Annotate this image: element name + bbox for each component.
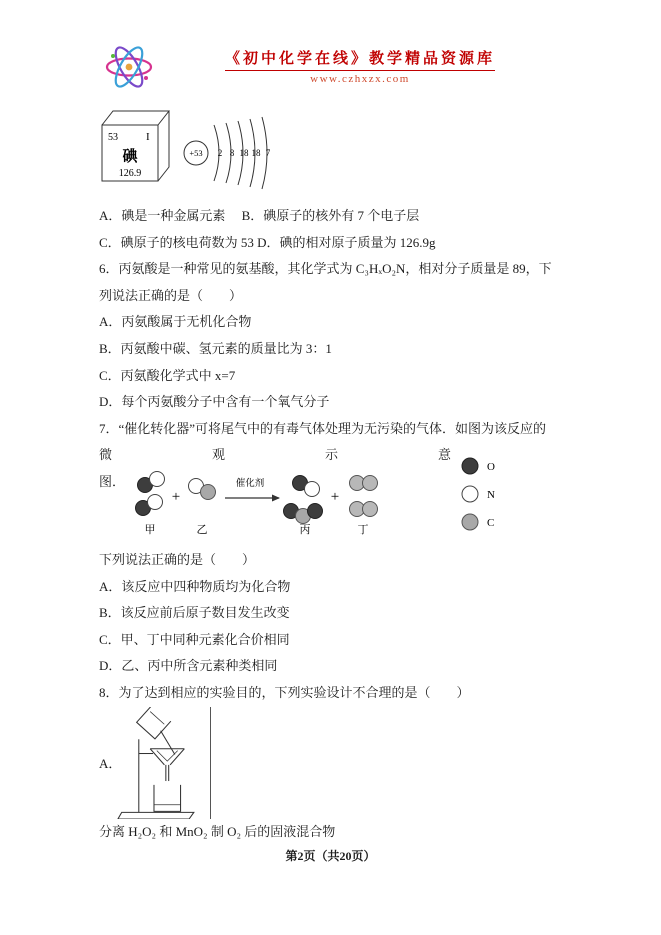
legend-nitrogen-label: N bbox=[487, 489, 495, 502]
label-bing: 丙 bbox=[299, 523, 311, 536]
table-cell-divider bbox=[210, 707, 211, 819]
q7-option-b: B．该反应前后原子数目发生改变 bbox=[99, 605, 290, 621]
molecule-ding bbox=[350, 475, 378, 516]
pouring-beaker bbox=[137, 707, 171, 739]
q7-option-d: D．乙、丙中所含元素种类相同 bbox=[99, 658, 278, 674]
element-symbol: I bbox=[146, 131, 150, 143]
element-name: 碘 bbox=[122, 149, 138, 165]
atom-legend bbox=[459, 454, 521, 536]
molecule-yi bbox=[189, 478, 216, 499]
shell-electrons-5: 7 bbox=[265, 148, 271, 158]
funnel bbox=[150, 748, 184, 780]
q5-options-ab: A．碘是一种金属元素 B．碘原子的核外有 7 个电子层 bbox=[99, 208, 420, 223]
justified-char: 观 bbox=[211, 447, 225, 463]
q7-option-c: C．甲、丁中同种元素化合价相同 bbox=[99, 631, 290, 647]
q8-option-a-caption: 分离 H₂O₂ 和 MnO₂ 制 O₂ 后的固液混合物 bbox=[99, 823, 336, 839]
iodine-figure bbox=[99, 103, 562, 203]
page-number-footer: 第2页（共20页） bbox=[285, 849, 376, 863]
q6-option-b: B．丙氨酸中碳、氢元素的质量比为 3：1 bbox=[99, 340, 332, 356]
site-title-block bbox=[216, 47, 504, 85]
shell-electrons-1: 2 bbox=[217, 148, 223, 158]
q7-figure-area bbox=[99, 442, 562, 547]
label-ding: 丁 bbox=[357, 523, 369, 536]
plus-sign: + bbox=[330, 488, 340, 505]
receiving-beaker bbox=[154, 784, 181, 811]
legend-nitrogen-icon bbox=[462, 486, 478, 502]
q6-stem-line2: 列说法正确的是（ ） bbox=[99, 287, 243, 303]
atom-logo-icon bbox=[102, 44, 156, 90]
label-yi: 乙 bbox=[196, 523, 208, 536]
justified-char: 意 bbox=[437, 447, 451, 463]
molecule-bing bbox=[284, 475, 323, 523]
catalyst-label: 催化剂 bbox=[235, 478, 265, 489]
legend-carbon-icon bbox=[462, 514, 478, 530]
shell-electrons-3: 18 bbox=[239, 148, 249, 158]
shell-electrons-2: 8 bbox=[229, 148, 235, 158]
q8-option-a-label: A． bbox=[99, 755, 122, 771]
plus-sign: + bbox=[171, 488, 181, 505]
q7-stem-justified bbox=[99, 442, 451, 469]
q6-stem-line1: 6．丙氨酸是一种常见的氨基酸，其化学式为 C₃HₓO₂N，相对分子质量是 89，下 bbox=[99, 261, 552, 277]
q7-option-a: A．该反应中四种物质均为化合物 bbox=[99, 578, 291, 594]
q8-option-a-figure bbox=[99, 707, 562, 819]
q5-options-cd: C．碘原子的核电荷数为 53 D．碘的相对原子质量为 126.9g bbox=[99, 234, 436, 250]
molecule-jia bbox=[136, 471, 165, 515]
legend-oxygen-label: O bbox=[487, 461, 495, 474]
q7-figure-prefix: 图． bbox=[99, 473, 126, 489]
justified-char: 微 bbox=[99, 447, 113, 463]
reaction-micro-diagram bbox=[129, 469, 419, 545]
legend-oxygen-icon bbox=[462, 458, 478, 474]
element-atomic-number: 53 bbox=[108, 132, 118, 143]
justified-char: 示 bbox=[324, 447, 338, 463]
q8-stem: 8．为了达到相应的实验目的，下列实验设计不合理的是（ ） bbox=[99, 684, 470, 700]
reaction-arrow bbox=[225, 494, 280, 501]
site-header bbox=[0, 44, 661, 102]
q6-option-d: D．每个丙氨酸分子中含有一个氧气分子 bbox=[99, 394, 330, 410]
label-jia: 甲 bbox=[144, 523, 156, 536]
q6-option-c: C．丙氨酸化学式中 x=7 bbox=[99, 367, 236, 383]
legend-carbon-label: C bbox=[487, 517, 495, 530]
iodine-figure-drawing bbox=[99, 103, 284, 195]
exam-content bbox=[99, 103, 562, 845]
q7-stem-line1: 7．“催化转化器”可将尾气中的有毒气体处理为无污染的气体．如图为该反应的 bbox=[99, 420, 547, 436]
filtration-apparatus-drawing bbox=[115, 707, 211, 819]
q6-option-a: A．丙氨酸属于无机化合物 bbox=[99, 314, 252, 330]
site-url[interactable]: www.czhxzx.com bbox=[310, 73, 410, 85]
nucleus-charge: +53 bbox=[189, 148, 203, 158]
glass-rod bbox=[161, 730, 175, 754]
site-title: 《初中化学在线》教学精品资源库 bbox=[225, 47, 495, 71]
shell-electrons-4: 18 bbox=[251, 148, 261, 158]
q7-question-line: 下列说法正确的是（ ） bbox=[99, 551, 256, 567]
element-mass: 126.9 bbox=[118, 168, 142, 179]
